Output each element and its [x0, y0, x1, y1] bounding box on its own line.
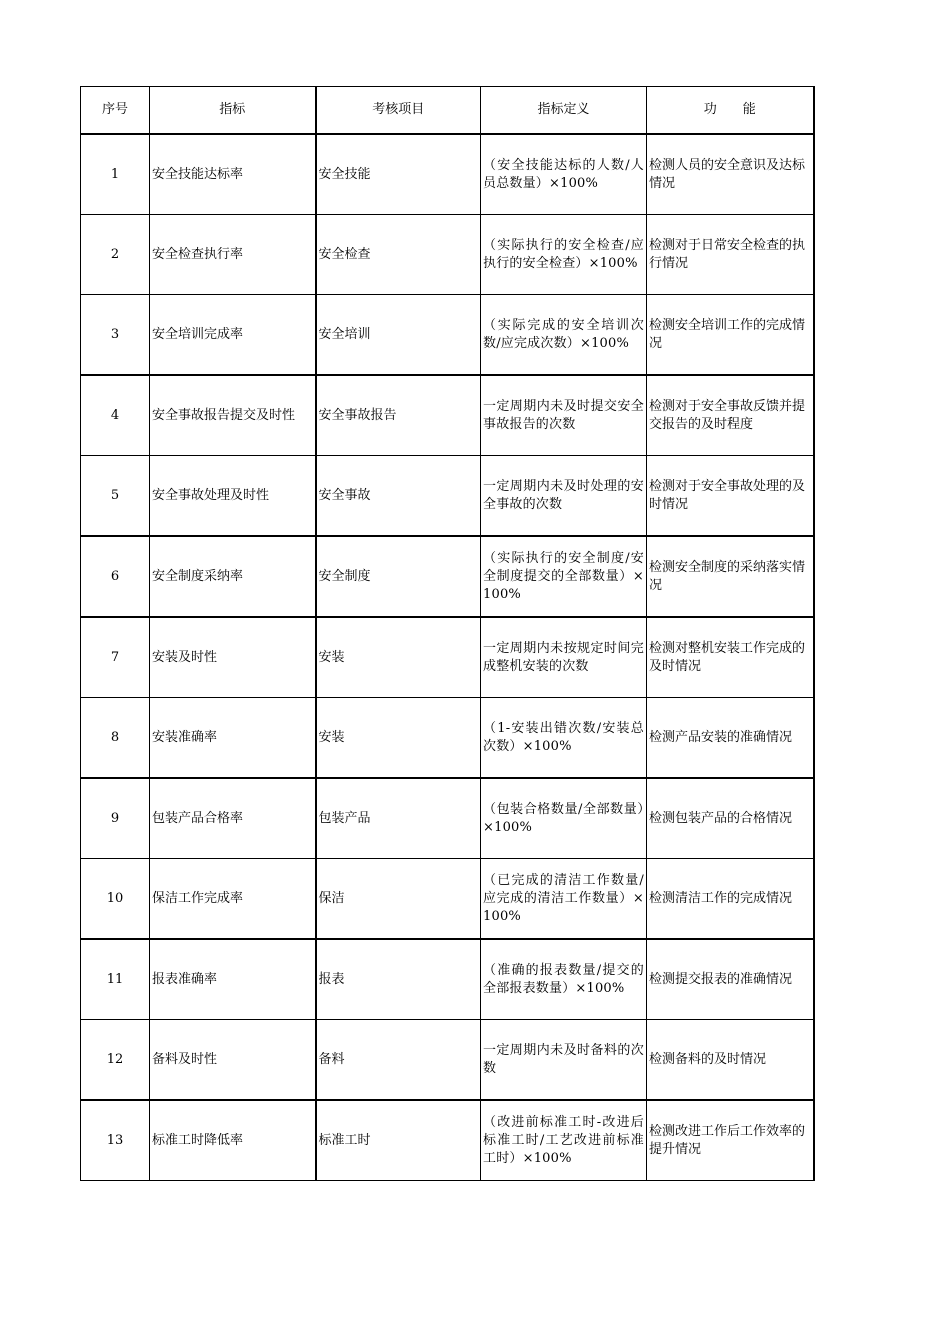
cell-function: 检测对于日常安全检查的执行情况 [647, 215, 814, 295]
table-row [81, 698, 814, 779]
cell-function: 检测产品安装的准确情况 [647, 698, 814, 779]
cell-seq: 8 [81, 698, 150, 779]
cell-indicator: 安全事故报告提交及时性 [150, 375, 316, 456]
cell-seq: 2 [81, 215, 150, 295]
cell-indicator: 安全培训完成率 [150, 295, 316, 376]
cell-function: 检测对于安全事故处理的及时情况 [647, 456, 814, 537]
table-row [81, 215, 814, 295]
table-row [81, 375, 814, 456]
cell-indicator: 备料及时性 [150, 1020, 316, 1101]
cell-definition: （1-安装出错次数/安装总次数）×100% [481, 698, 647, 779]
cell-indicator: 安全检查执行率 [150, 215, 316, 295]
cell-function: 检测对于安全事故反馈并提交报告的及时程度 [647, 375, 814, 456]
cell-definition: 一定周期内未按规定时间完成整机安装的次数 [481, 617, 647, 698]
cell-assessment-item: 标准工时 [316, 1100, 481, 1181]
cell-definition: 一定周期内未及时备料的次数 [481, 1020, 647, 1101]
cell-assessment-item: 报表 [316, 939, 481, 1020]
cell-assessment-item: 备料 [316, 1020, 481, 1101]
cell-definition: 一定周期内未及时提交安全事故报告的次数 [481, 375, 647, 456]
cell-function: 检测备料的及时情况 [647, 1020, 814, 1101]
cell-assessment-item: 安全检查 [316, 215, 481, 295]
cell-definition: （实际执行的安全检查/应执行的安全检查）×100% [481, 215, 647, 295]
cell-seq: 7 [81, 617, 150, 698]
table-row [81, 617, 814, 698]
cell-assessment-item: 安全事故 [316, 456, 481, 537]
cell-function: 检测人员的安全意识及达标情况 [647, 134, 814, 215]
cell-assessment-item: 安装 [316, 617, 481, 698]
header-seq: 序号 [81, 87, 150, 135]
cell-function: 检测包装产品的合格情况 [647, 778, 814, 859]
cell-indicator: 报表准确率 [150, 939, 316, 1020]
cell-seq: 6 [81, 536, 150, 617]
cell-seq: 3 [81, 295, 150, 376]
cell-seq: 10 [81, 859, 150, 940]
cell-function: 检测改进工作后工作效率的提升情况 [647, 1100, 814, 1181]
header-function: 功 能 [647, 87, 814, 135]
cell-indicator: 安装准确率 [150, 698, 316, 779]
cell-seq: 9 [81, 778, 150, 859]
cell-function: 检测清洁工作的完成情况 [647, 859, 814, 940]
table-row [81, 456, 814, 537]
table-row [81, 536, 814, 617]
cell-function: 检测对整机安装工作完成的及时情况 [647, 617, 814, 698]
table-row [81, 859, 814, 940]
cell-function: 检测提交报表的准确情况 [647, 939, 814, 1020]
table-row [81, 939, 814, 1020]
cell-indicator: 包装产品合格率 [150, 778, 316, 859]
table-row [81, 134, 814, 215]
header-row [81, 87, 814, 135]
cell-indicator: 标准工时降低率 [150, 1100, 316, 1181]
cell-definition: （实际执行的安全制度/安全制度提交的全部数量）×100% [481, 536, 647, 617]
cell-seq: 5 [81, 456, 150, 537]
cell-definition: （实际完成的安全培训次数/应完成次数）×100% [481, 295, 647, 376]
cell-function: 检测安全制度的采纳落实情况 [647, 536, 814, 617]
cell-assessment-item: 安全技能 [316, 134, 481, 215]
cell-assessment-item: 安全培训 [316, 295, 481, 376]
cell-seq: 13 [81, 1100, 150, 1181]
cell-function: 检测安全培训工作的完成情况 [647, 295, 814, 376]
cell-definition: （准确的报表数量/提交的全部报表数量）×100% [481, 939, 647, 1020]
cell-seq: 4 [81, 375, 150, 456]
cell-seq: 12 [81, 1020, 150, 1101]
header-definition: 指标定义 [481, 87, 647, 135]
cell-indicator: 安全技能达标率 [150, 134, 316, 215]
header-assessment-item: 考核项目 [316, 87, 481, 135]
cell-definition: （包装合格数量/全部数量）×100% [481, 778, 647, 859]
cell-definition: （已完成的清洁工作数量/应完成的清洁工作数量）×100% [481, 859, 647, 940]
cell-indicator: 安装及时性 [150, 617, 316, 698]
table-row [81, 778, 814, 859]
table-row [81, 1100, 814, 1181]
cell-definition: （改进前标准工时-改进后标准工时/工艺改进前标准工时）×100% [481, 1100, 647, 1181]
cell-assessment-item: 保洁 [316, 859, 481, 940]
header-indicator: 指标 [150, 87, 316, 135]
cell-indicator: 保洁工作完成率 [150, 859, 316, 940]
cell-assessment-item: 安装 [316, 698, 481, 779]
cell-seq: 1 [81, 134, 150, 215]
cell-indicator: 安全制度采纳率 [150, 536, 316, 617]
cell-definition: 一定周期内未及时处理的安全事故的次数 [481, 456, 647, 537]
table-row [81, 295, 814, 376]
cell-definition: （安全技能达标的人数/人员总数量）×100% [481, 134, 647, 215]
cell-assessment-item: 安全事故报告 [316, 375, 481, 456]
cell-assessment-item: 安全制度 [316, 536, 481, 617]
cell-indicator: 安全事故处理及时性 [150, 456, 316, 537]
cell-assessment-item: 包装产品 [316, 778, 481, 859]
kpi-table [80, 86, 815, 1181]
table-row [81, 1020, 814, 1101]
cell-seq: 11 [81, 939, 150, 1020]
